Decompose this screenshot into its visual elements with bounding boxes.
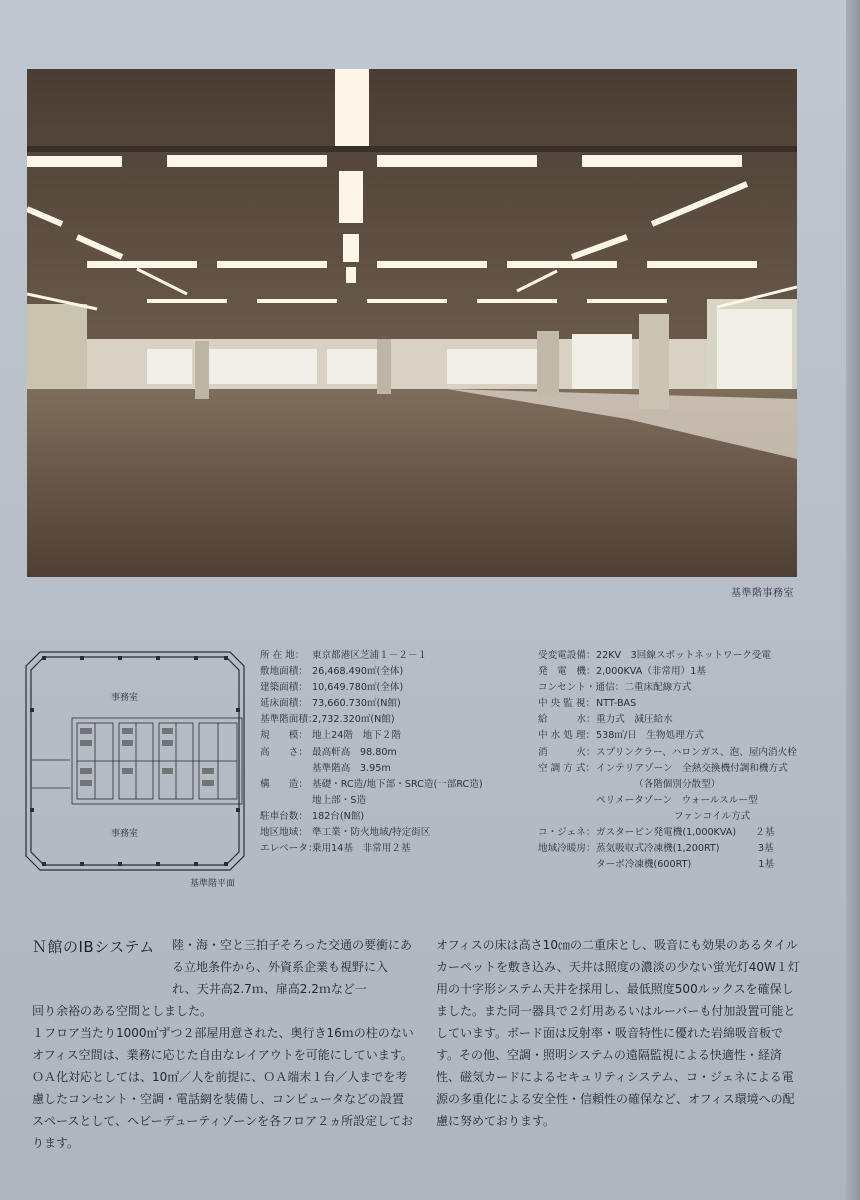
spec-row: [260, 793, 483, 809]
spec-value: 73,660.730㎡(N館): [312, 698, 401, 710]
floor-plan-caption: 基準階平面: [190, 879, 236, 889]
binding-edge: [846, 0, 860, 1200]
spec-row: [260, 745, 483, 761]
spec-value: 538㎥/日 生物処理方式: [596, 730, 704, 742]
floor-plan: [22, 648, 248, 874]
spec-key: 敷地面積：: [260, 666, 308, 678]
spec-key: 地区地域：: [260, 827, 308, 839]
paragraph: オフィスの床は高さ10㎝の二重床とし、吸音にも効果のあるタイルカーペットを敷き込み、天井は照度の濃淡の少ない蛍光灯40W１灯用の十字形システム天井を採用し、最低照度500ルックスを確保しました。また同一器具で２灯用あるいはルーバーも付加設置可能としています。ボード面は反射率・吸音特性に優れた岩綿吸音板です。その他、空調・照明システムの遠隔監視による快適性・経済性、磁気カードによるセキュリティシステム、コ・ジェネによる電源の多重化による安全性・信頼性の確保など、オフィス環境への配慮に努めております。: [436, 938, 800, 1128]
spec-value: 乗用14基 非常用２基: [312, 843, 411, 855]
spec-row: [538, 761, 797, 777]
spec-value: 2,000KVA（非常用）1基: [596, 666, 706, 678]
spec-row: [538, 857, 797, 873]
spec-row: [538, 745, 797, 761]
spec-key: 所 在 地：: [260, 650, 305, 661]
spec-value: ターボ冷凍機(600RT) 1基: [596, 859, 775, 871]
spec-value: 地上24階 地下２階: [312, 730, 401, 742]
spec-row: [260, 712, 483, 728]
spec-row: [260, 728, 483, 744]
spec-row: [260, 696, 483, 712]
spec-value: 準工業・防火地域/特定街区: [312, 827, 431, 839]
spec-row: [538, 793, 797, 809]
spec-row: [538, 825, 797, 841]
spec-value: 26,468.490㎡(全体): [312, 666, 404, 678]
spec-value: 2,732.320㎡(N館): [312, 714, 395, 726]
spec-key: 延床面積：: [260, 698, 308, 710]
spec-key: 構 造：: [260, 778, 308, 790]
office-interior-illustration: [27, 69, 797, 577]
spec-value: 基礎・RC造/地下部・SRC造(一部RC造): [312, 778, 483, 790]
spec-key: 高 さ：: [260, 746, 308, 758]
spec-value: 10,649.780㎡(全体): [312, 682, 404, 694]
spec-value: （各階個別分散型）: [634, 778, 721, 790]
spec-key: コンセント・通信：: [538, 682, 625, 694]
spec-row: [260, 825, 483, 841]
office-interior-photo: [27, 69, 797, 577]
paragraph: ＯＡ化対応としては、10㎡／人を前提に、ＯＡ端末１台／人までを考慮したコンセント・空調・電話網を装備し、コンピュータなどの設置スペースとして、ヘビーデューティゾーンを各フロア２ヵ所設定しております。: [32, 1070, 414, 1150]
plan-room-top: 事務室: [111, 693, 139, 703]
spec-value: 22KV 3回線スポットネットワーク受電: [596, 650, 771, 661]
building-specs: [260, 648, 483, 857]
spec-row: [538, 809, 797, 825]
section-heading: Ｎ館のIBシステム: [32, 938, 155, 956]
spec-key: 基準階面積：: [260, 714, 318, 726]
spec-key: コ・ジェネ：: [538, 827, 596, 839]
spec-value: ペリメータゾーン ウォールスルー型: [596, 794, 758, 806]
spec-key: 駐車台数：: [260, 810, 308, 822]
spec-row: [260, 664, 483, 680]
spec-value: ファンコイル方式: [674, 810, 751, 822]
spec-row: [538, 664, 797, 680]
plan-room-bottom: 事務室: [111, 829, 139, 839]
floor-plan-drawing: [22, 648, 248, 874]
equipment-specs: [538, 648, 797, 873]
spec-row: [260, 680, 483, 696]
spec-key: 中 水 処 理：: [538, 730, 596, 742]
spec-row: [260, 761, 483, 777]
spec-value: 東京都港区芝浦１－２－１: [312, 650, 428, 661]
spec-value: 182台(N館): [312, 810, 365, 822]
spec-row: [538, 712, 797, 728]
spec-value: 重力式 減圧給水: [596, 714, 673, 726]
spec-row: [260, 841, 483, 857]
spec-row: [260, 648, 483, 664]
spec-value: 最高軒高 98.80m: [312, 746, 397, 758]
right-column-text: [436, 934, 802, 1132]
spec-value: ガスタービン発電機(1,000KVA) ２基: [596, 827, 775, 839]
paragraph: １フロア当たり1000㎡ずつ２部屋用意された、奥行き16ｍの柱のないオフィス空間は、業務に応じた自由なレイアウトを可能にしています。: [32, 1026, 414, 1062]
spec-value: NTT-BAS: [596, 698, 637, 710]
spec-value: 二重床配線方式: [624, 682, 692, 694]
paragraph: 回り余裕のある空間としました。: [32, 1004, 213, 1018]
intro-text: 陸・海・空と三拍子そろった交通の要衝にある立地条件から、外資系企業も視野に入れ、天井高2.7ｍ、扉高2.2ｍなど一: [172, 938, 413, 996]
spec-row: [260, 809, 483, 825]
spec-row: [538, 680, 797, 696]
spec-value: 地上部・S造: [312, 794, 367, 806]
spec-key: 受変電設備：: [538, 650, 596, 661]
spec-key: 給 水：: [538, 714, 596, 726]
spec-row: [538, 696, 797, 712]
spec-value: 蒸気吸収式冷凍機(1,200RT) 3基: [596, 843, 774, 855]
spec-key: 発 電 機：: [538, 666, 596, 678]
spec-row: [260, 777, 483, 793]
spec-value: インテリアゾーン 全熱交換機付調和機方式: [596, 762, 788, 774]
photo-caption: 基準階事務室: [731, 588, 794, 599]
spec-value: スプリンクラー、ハロンガス、泡、屋内消火栓: [596, 746, 797, 758]
spec-row: [538, 841, 797, 857]
intro-paragraph: [172, 934, 412, 1000]
spec-key: 地域冷暖房：: [538, 843, 596, 855]
spec-key: 中 央 監 視：: [538, 698, 596, 710]
spec-key: 規 模：: [260, 730, 308, 742]
spec-row: [538, 728, 797, 744]
spec-key: 空 調 方 式：: [538, 762, 596, 774]
spec-row: [538, 648, 797, 664]
spec-key: 消 火：: [538, 746, 596, 758]
spec-key: エレベータ：: [260, 843, 318, 855]
spec-row: [538, 777, 797, 793]
spec-key: 建築面積：: [260, 682, 308, 694]
left-column-text: [32, 1000, 414, 1154]
spec-value: 基準階高 3.95m: [312, 762, 391, 774]
